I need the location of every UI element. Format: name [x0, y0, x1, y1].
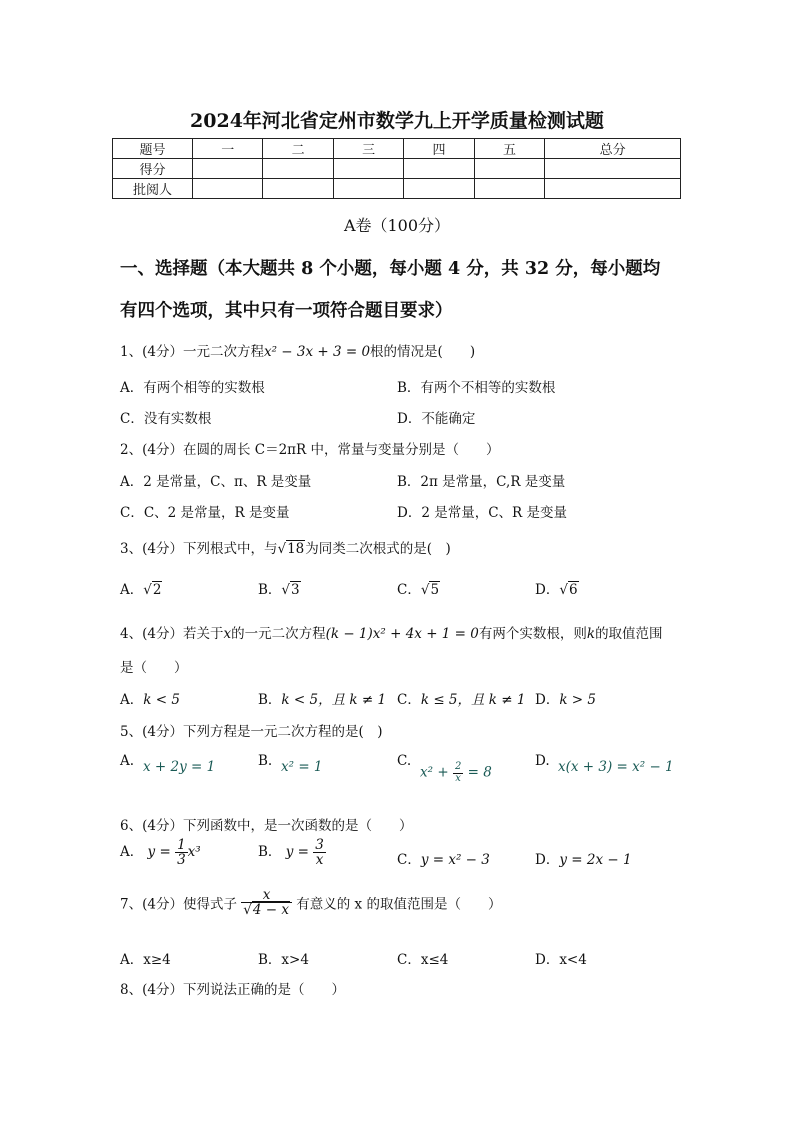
table-cell	[193, 159, 263, 179]
question-text: 有两个实数根，则	[478, 626, 587, 642]
table-row	[113, 139, 681, 159]
option-b	[258, 688, 386, 708]
option-math: k ≤ 5，且 k ≠ 1	[420, 692, 526, 708]
table-cell	[263, 179, 333, 199]
option-math: = 8	[467, 764, 492, 781]
score-table	[112, 138, 681, 199]
option-a	[120, 838, 201, 867]
question-6: 6、(4分）下列函数中，是一次函数的是（ ）	[120, 818, 413, 834]
page-title: 2024年河北省定州市数学九上开学质量检测试题	[190, 110, 604, 132]
option-math: y = x² − 3	[420, 852, 490, 868]
option-a: A．√2	[120, 582, 162, 598]
table-cell: 一	[193, 139, 263, 159]
option-c	[420, 762, 492, 784]
option-math: x³	[187, 844, 201, 861]
numerator: x	[241, 888, 292, 903]
option-d-label: D.	[535, 753, 550, 769]
option-d: x(x + 3) = x² − 1	[558, 759, 674, 775]
denominator: x	[455, 772, 461, 784]
table-cell: 得分	[113, 159, 193, 179]
table-cell: 二	[263, 139, 333, 159]
fraction	[241, 888, 292, 917]
denominator: √4 − x	[243, 902, 289, 919]
option-b: x² = 1	[281, 759, 323, 775]
math-variable: k	[586, 626, 596, 642]
option-label: A．	[120, 844, 144, 861]
question-text: 1、(4分）一元二次方程	[120, 344, 264, 360]
fraction	[175, 838, 188, 867]
question-text: 3、(4分）下列根式中，与	[120, 541, 278, 557]
option-math: k < 5，且 k ≠ 1	[281, 692, 387, 708]
table-cell	[263, 159, 333, 179]
option-math: k > 5	[559, 692, 596, 708]
option-b-label: B.	[258, 753, 273, 769]
option-label: B．	[258, 844, 282, 861]
option-c: C．x≤4	[397, 952, 449, 968]
question-3	[120, 537, 451, 557]
table-cell	[333, 179, 403, 199]
option-d: D．不能确定	[397, 411, 476, 427]
question-4-line2: 是（ ）	[120, 660, 188, 676]
table-cell: 批阅人	[113, 179, 193, 199]
table-cell	[333, 159, 403, 179]
option-math: y =	[285, 844, 309, 861]
option-a: A．2 是常量，C、π、R 是变量	[120, 474, 312, 490]
option-b	[258, 838, 326, 867]
option-label: C．	[397, 582, 421, 598]
option-c: C．C、2 是常量，R 是变量	[120, 505, 290, 521]
table-cell	[474, 159, 544, 179]
option-math: k < 5	[143, 692, 180, 708]
option-c-label: C.	[397, 753, 412, 769]
option-d: D．2 是常量，C、R 是变量	[397, 505, 567, 521]
option-label: B．	[258, 582, 282, 598]
part-heading-line1: 一、选择题（本大题共 8 个小题，每小题 4 分，共 32 分，每小题均	[120, 259, 661, 279]
option-c	[397, 848, 490, 868]
radicand: 3	[291, 582, 300, 598]
table-cell	[474, 179, 544, 199]
table-cell	[404, 159, 474, 179]
table-cell: 总分	[545, 139, 681, 159]
option-d	[535, 688, 596, 708]
question-text: 4、(4分）若关于	[120, 626, 224, 642]
radicand: 18	[287, 541, 305, 557]
option-c: C．没有实数根	[120, 411, 212, 427]
numerator: 1	[177, 837, 186, 853]
radicand: 5	[430, 582, 440, 598]
table-row	[113, 179, 681, 199]
fraction	[313, 838, 326, 867]
option-a: A．x≥4	[120, 952, 171, 968]
option-math: y =	[147, 844, 171, 861]
question-text: 为同类二次根式的是( )	[305, 541, 451, 557]
question-7	[120, 888, 501, 917]
option-label: C．	[397, 692, 421, 708]
math-variable: x	[223, 626, 232, 642]
option-d: D．√6	[535, 582, 578, 598]
question-text: 的一元二次方程	[231, 626, 326, 642]
part-heading-line2: 有四个选项，其中只有一项符合题目要求）	[120, 301, 453, 321]
table-cell: 四	[404, 139, 474, 159]
table-row	[113, 159, 681, 179]
option-b: B．有两个不相等的实数根	[397, 380, 556, 396]
option-a-label: A.	[120, 753, 135, 769]
option-d: D．x<4	[535, 952, 587, 968]
option-a	[120, 688, 180, 708]
radicand: 4 − x	[252, 902, 289, 919]
option-b: B．x>4	[258, 952, 309, 968]
option-label: D．	[535, 692, 560, 708]
table-cell	[404, 179, 474, 199]
option-d	[535, 848, 632, 868]
table-cell	[545, 159, 681, 179]
option-label: A．	[120, 692, 144, 708]
numerator: 2	[454, 761, 462, 772]
fraction	[453, 762, 463, 784]
math-expression: (k − 1)x² + 4x + 1 = 0	[325, 626, 479, 642]
table-cell: 题号	[113, 139, 193, 159]
table-cell	[193, 179, 263, 199]
option-math: x² +	[420, 764, 449, 781]
table-cell: 三	[333, 139, 403, 159]
option-a: A．有两个相等的实数根	[120, 380, 265, 396]
question-text: 7、(4分）使得式子	[120, 896, 237, 913]
option-c: C．√5	[397, 582, 440, 598]
option-label: D．	[535, 852, 560, 868]
radicand: 6	[568, 582, 578, 598]
question-text: 的取值范围	[595, 626, 663, 642]
math-expression: x² − 3x + 3 = 0	[263, 344, 371, 360]
table-cell: 五	[474, 139, 544, 159]
option-label: B．	[258, 692, 282, 708]
question-text: 根的情况是( )	[370, 344, 476, 360]
option-b: B．2π 是常量，C,R 是变量	[397, 474, 566, 490]
option-a: x + 2y = 1	[143, 759, 216, 775]
question-2: 2、(4分）在圆的周长 C＝2πR 中，常量与变量分别是（ ）	[120, 442, 500, 458]
sqrt-expression: √18	[277, 541, 305, 557]
option-label: C．	[397, 852, 421, 868]
option-label: A．	[120, 582, 144, 598]
question-text: 有意义的 x 的取值范围是（ ）	[296, 896, 502, 913]
table-cell	[545, 179, 681, 199]
option-math: y = 2x − 1	[559, 852, 632, 868]
question-8: 8、(4分）下列说法正确的是（ ）	[120, 982, 345, 998]
denominator: x	[315, 852, 324, 869]
option-label: D．	[535, 582, 560, 598]
question-5: 5、(4分）下列方程是一元二次方程的是( )	[120, 724, 383, 740]
numerator: 3	[315, 837, 324, 853]
question-1	[120, 340, 475, 360]
section-heading: A卷（100分）	[343, 216, 451, 235]
denominator: 3	[177, 852, 186, 869]
radicand: 2	[152, 582, 162, 598]
question-4	[120, 622, 663, 642]
option-b: B．√3	[258, 582, 300, 598]
option-c	[397, 688, 525, 708]
